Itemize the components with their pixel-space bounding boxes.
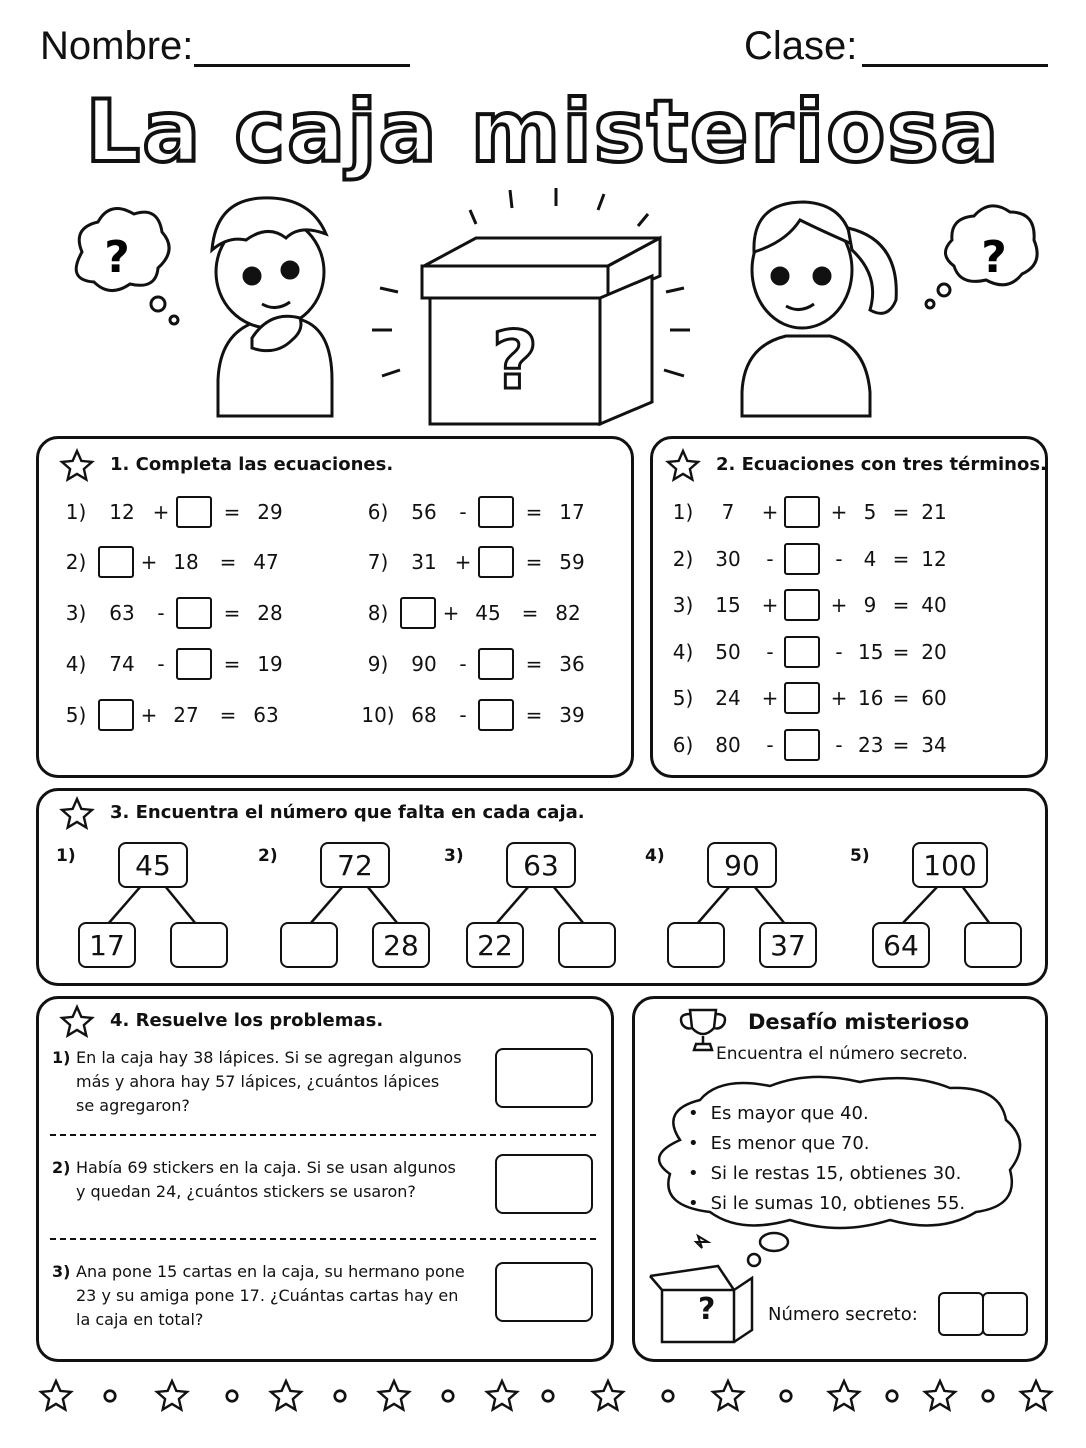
tree-top-box: 63 <box>506 842 576 888</box>
result: 59 <box>559 550 585 574</box>
problem-text <box>76 1046 486 1118</box>
equation-number: 8) <box>367 601 389 625</box>
equation-number: 2) <box>672 546 694 571</box>
class-label: Clase: <box>744 24 858 68</box>
result: 19 <box>257 652 283 676</box>
equation-number: 3) <box>65 601 87 625</box>
tree-branch <box>310 886 343 924</box>
equals-sign: = <box>223 652 241 676</box>
class-field[interactable] <box>862 64 1048 67</box>
tree-branches <box>258 886 438 926</box>
star-icon <box>268 1378 304 1414</box>
answer-box[interactable] <box>784 682 820 714</box>
star-icon <box>826 1378 862 1414</box>
question-mark-box: ? <box>491 314 539 407</box>
circle-icon <box>214 1378 250 1414</box>
result: 29 <box>257 500 283 524</box>
tree-branches <box>444 886 624 926</box>
star-icon <box>484 1378 520 1414</box>
clue-text: Es menor que 70. <box>710 1133 870 1154</box>
equation-row <box>356 496 590 528</box>
girl-figure <box>742 202 896 416</box>
tree-left-box: 17 <box>78 922 136 968</box>
result: 60 <box>921 686 947 710</box>
tree-branches <box>645 886 825 926</box>
challenge-title: Desafío misterioso <box>748 1010 970 1034</box>
star-icon <box>38 1378 74 1414</box>
equation-row <box>356 648 590 680</box>
operand: 90 <box>411 652 437 676</box>
operand: 15 <box>858 639 884 664</box>
equation-row <box>54 699 284 731</box>
operator: - <box>459 500 467 524</box>
tree-branch <box>754 886 785 924</box>
question-mark-left: ? <box>104 232 130 283</box>
tree-top-box: 100 <box>912 842 988 888</box>
result: 63 <box>253 703 279 727</box>
circle-icon <box>874 1378 910 1414</box>
operand: 80 <box>715 732 741 757</box>
tree-branch <box>496 886 529 924</box>
equation-number: 4) <box>672 639 694 664</box>
problem-line: la caja en total? <box>76 1310 204 1329</box>
result: 82 <box>555 601 581 625</box>
circle-icon <box>322 1378 358 1414</box>
problem-line: Ana pone 15 cartas en la caja, su hermano pone <box>76 1262 465 1281</box>
tree-number: 4) <box>645 846 665 866</box>
problem-answer-box[interactable] <box>495 1048 593 1108</box>
equation-row <box>356 699 590 731</box>
page-title: La caja misteriosa <box>85 82 1001 182</box>
equals-sign: = <box>223 500 241 524</box>
operator: + <box>830 593 848 617</box>
equation-row <box>666 543 948 575</box>
operator: - <box>766 639 774 664</box>
operand: 30 <box>715 546 741 571</box>
question-mark-right: ? <box>981 232 1007 283</box>
operator: - <box>835 639 843 664</box>
tree-right-answer-box[interactable] <box>558 922 616 968</box>
result: 21 <box>921 500 947 524</box>
tree-branch <box>367 886 398 924</box>
operator: + <box>442 601 460 625</box>
result: 28 <box>257 601 283 625</box>
operator: + <box>761 500 779 524</box>
bullet: • <box>688 1133 699 1154</box>
operand: 18 <box>173 550 199 574</box>
equation-number: 5) <box>672 686 694 710</box>
tree-branch <box>108 886 141 924</box>
operand: 12 <box>109 500 135 524</box>
answer-box[interactable] <box>784 496 820 528</box>
equation-number: 2) <box>65 550 87 574</box>
equation-row <box>54 496 288 528</box>
clue-item <box>688 1159 961 1189</box>
result: 36 <box>559 652 585 676</box>
problem-line: se agregaron? <box>76 1096 190 1115</box>
equals-sign: = <box>892 500 910 524</box>
boy-figure <box>212 198 332 416</box>
equals-sign: = <box>892 546 910 571</box>
problem-number: 1) <box>52 1048 71 1067</box>
equation-row <box>54 597 288 629</box>
equals-sign: = <box>892 732 910 757</box>
section-3-title: 3. Encuentra el número que falta en cada caja. <box>110 802 585 823</box>
tree-number: 3) <box>444 846 464 866</box>
circle-icon <box>430 1378 466 1414</box>
problem-line: más y ahora hay 57 lápices, ¿cuántos lápices <box>76 1072 440 1091</box>
answer-box[interactable] <box>478 496 514 528</box>
answer-box[interactable] <box>98 699 134 731</box>
operator: + <box>761 593 779 617</box>
equation-number: 1) <box>672 500 694 524</box>
circle-icon <box>92 1378 128 1414</box>
problem-divider <box>50 1134 596 1136</box>
answer-box[interactable] <box>400 597 436 629</box>
tree-branch <box>697 886 730 924</box>
equation-number: 1) <box>65 500 87 524</box>
star-icon <box>922 1378 958 1414</box>
clue-item <box>688 1189 965 1219</box>
equals-sign: = <box>219 703 237 727</box>
equation-row <box>666 589 948 621</box>
tree-top-box: 90 <box>707 842 777 888</box>
tree-number: 2) <box>258 846 278 866</box>
tree-number: 5) <box>850 846 870 866</box>
problem-line: y quedan 24, ¿cuántos stickers se usaron? <box>76 1182 416 1201</box>
equals-sign: = <box>525 550 543 574</box>
answer-box[interactable] <box>176 597 212 629</box>
name-field[interactable] <box>194 64 410 67</box>
bullet: • <box>688 1163 699 1184</box>
tree-branches <box>56 886 236 926</box>
star-icon <box>710 1378 746 1414</box>
tree-branches <box>850 886 1030 926</box>
operand: 74 <box>109 652 135 676</box>
result: 20 <box>921 639 947 664</box>
equation-row <box>666 496 948 528</box>
operator: - <box>766 732 774 757</box>
equation-number: 6) <box>672 732 694 757</box>
tree-top-box: 72 <box>320 842 390 888</box>
clue-item <box>688 1129 870 1159</box>
operator: - <box>835 732 843 757</box>
operand: 68 <box>411 703 437 727</box>
tree-left-box: 22 <box>466 922 524 968</box>
name-label: Nombre: <box>40 24 194 68</box>
answer-box[interactable] <box>478 699 514 731</box>
tree-right-box: 37 <box>759 922 817 968</box>
answer-box[interactable] <box>784 636 820 668</box>
secret-number-label: Número secreto: <box>768 1304 918 1325</box>
tree-right-answer-box[interactable] <box>170 922 228 968</box>
clue-text: Es mayor que 40. <box>710 1103 869 1124</box>
problem-divider <box>50 1238 596 1240</box>
clue-text: Si le sumas 10, obtienes 55. <box>710 1193 966 1214</box>
circle-icon <box>768 1378 804 1414</box>
operator: + <box>152 500 170 524</box>
equation-number: 5) <box>65 703 87 727</box>
illustration <box>0 180 1086 430</box>
operand: 63 <box>109 601 135 625</box>
equation-row <box>666 729 948 761</box>
equation-number: 10) <box>361 703 395 727</box>
bullet: • <box>688 1193 699 1214</box>
answer-box[interactable] <box>98 546 134 578</box>
equals-sign: = <box>525 652 543 676</box>
operand: 50 <box>715 639 741 664</box>
clue-item <box>688 1099 869 1129</box>
equals-sign: = <box>892 686 910 710</box>
section-4-title: 4. Resuelve los problemas. <box>110 1010 384 1031</box>
tree-left-box: 64 <box>872 922 930 968</box>
bullet: • <box>688 1103 699 1124</box>
tree-number: 1) <box>56 846 76 866</box>
mystery-box-icon <box>640 1228 790 1352</box>
section-1-title: 1. Completa las ecuaciones. <box>110 454 394 475</box>
answer-box[interactable] <box>784 543 820 575</box>
equals-sign: = <box>525 500 543 524</box>
operand: 27 <box>173 703 199 727</box>
result: 39 <box>559 703 585 727</box>
operand: 7 <box>721 500 735 524</box>
circle-icon <box>970 1378 1006 1414</box>
tree-branch <box>165 886 196 924</box>
equals-sign: = <box>219 550 237 574</box>
equation-row <box>356 546 590 578</box>
challenge-subtitle: Encuentra el número secreto. <box>716 1044 968 1064</box>
equals-sign: = <box>223 601 241 625</box>
problem-number: 2) <box>52 1158 71 1177</box>
answer-box[interactable] <box>478 648 514 680</box>
equation-row <box>356 597 586 629</box>
answer-box[interactable] <box>176 648 212 680</box>
star-icon <box>376 1378 412 1414</box>
equation-number: 3) <box>672 593 694 617</box>
equation-number: 6) <box>367 500 389 524</box>
star-icon <box>1018 1378 1054 1414</box>
problem-text <box>76 1260 486 1332</box>
equation-row <box>54 546 284 578</box>
star-icon <box>664 448 702 484</box>
star-icon <box>154 1378 190 1414</box>
section-2-title: 2. Ecuaciones con tres términos. <box>716 454 1047 475</box>
operator: - <box>459 703 467 727</box>
tree-left-answer-box[interactable] <box>280 922 338 968</box>
problem-answer-box[interactable] <box>495 1262 593 1322</box>
box-question-mark: ? <box>698 1292 716 1327</box>
problem-text <box>76 1156 486 1204</box>
tree-branch <box>553 886 584 924</box>
equals-sign: = <box>525 703 543 727</box>
answer-box[interactable] <box>478 546 514 578</box>
operand: 5 <box>863 500 877 524</box>
problem-line: En la caja hay 38 lápices. Si se agregan algunos <box>76 1048 462 1067</box>
result: 47 <box>253 550 279 574</box>
tree-top-box: 45 <box>118 842 188 888</box>
operand: 45 <box>475 601 501 625</box>
tree-right-box: 28 <box>372 922 430 968</box>
operand: 31 <box>411 550 437 574</box>
operator: - <box>157 652 165 676</box>
operator: + <box>830 686 848 710</box>
operator: + <box>140 550 158 574</box>
problem-line: Había 69 stickers en la caja. Si se usan algunos <box>76 1158 456 1177</box>
answer-box[interactable] <box>176 496 212 528</box>
operator: + <box>140 703 158 727</box>
result: 17 <box>559 500 585 524</box>
equation-number: 9) <box>367 652 389 676</box>
result: 12 <box>921 546 947 571</box>
answer-box[interactable] <box>784 729 820 761</box>
circle-icon <box>650 1378 686 1414</box>
equation-row <box>666 636 948 668</box>
equals-sign: = <box>892 639 910 664</box>
equals-sign: = <box>521 601 539 625</box>
equation-row <box>54 648 288 680</box>
tree-branch <box>962 886 990 924</box>
equation-number: 4) <box>65 652 87 676</box>
tree-branch <box>902 886 938 924</box>
operand: 15 <box>715 593 741 617</box>
equation-number: 7) <box>367 550 389 574</box>
operator: + <box>454 550 472 574</box>
secret-digit-1[interactable] <box>938 1292 984 1336</box>
clue-text: Si le restas 15, obtienes 30. <box>710 1163 962 1184</box>
operator: - <box>835 546 843 571</box>
result: 34 <box>921 732 947 757</box>
problem-number: 3) <box>52 1262 71 1281</box>
equation-row <box>666 682 948 714</box>
operator: - <box>766 546 774 571</box>
operand: 56 <box>411 500 437 524</box>
operator: - <box>157 601 165 625</box>
answer-box[interactable] <box>784 589 820 621</box>
star-icon <box>58 796 96 832</box>
star-icon <box>590 1378 626 1414</box>
star-icon <box>58 1004 96 1040</box>
star-icon <box>58 448 96 484</box>
equals-sign: = <box>892 593 910 617</box>
problem-answer-box[interactable] <box>495 1154 593 1214</box>
operator: + <box>830 500 848 524</box>
result: 40 <box>921 593 947 617</box>
operand: 16 <box>858 686 884 710</box>
operand: 23 <box>858 732 884 757</box>
circle-icon <box>530 1378 566 1414</box>
operator: + <box>761 686 779 710</box>
operand: 9 <box>863 593 877 617</box>
tree-right-answer-box[interactable] <box>964 922 1022 968</box>
problem-line: 23 y su amiga pone 17. ¿Cuántas cartas hay en <box>76 1286 459 1305</box>
tree-left-answer-box[interactable] <box>667 922 725 968</box>
secret-digit-2[interactable] <box>982 1292 1028 1336</box>
operand: 4 <box>863 546 877 571</box>
operand: 24 <box>715 686 741 710</box>
operator: - <box>459 652 467 676</box>
